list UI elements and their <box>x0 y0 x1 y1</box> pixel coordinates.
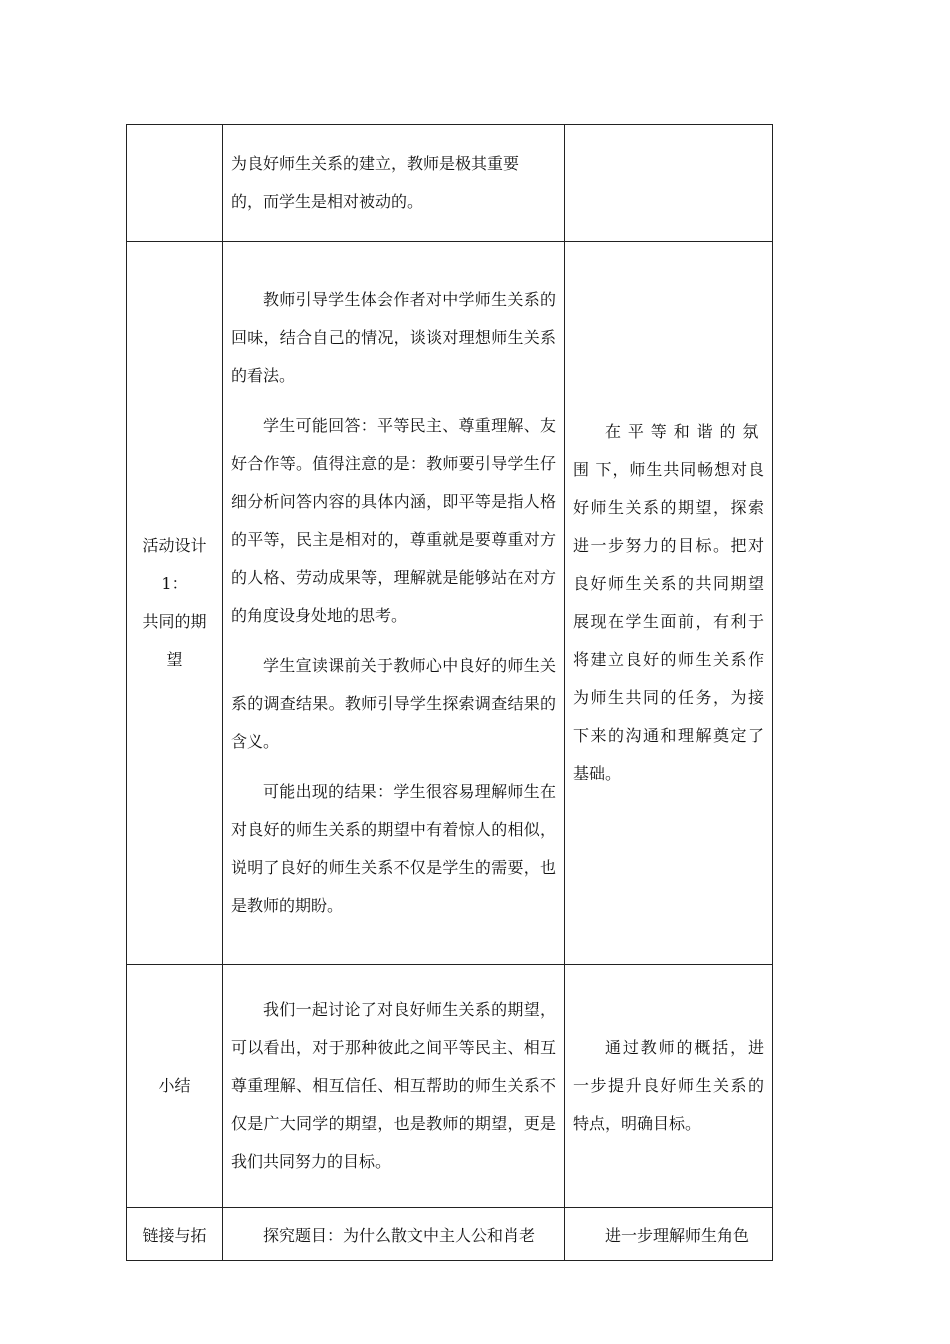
row-note-cell <box>565 1208 773 1261</box>
row-label-cell <box>127 125 223 242</box>
row-label-cell: 小结 <box>127 965 223 1208</box>
table-row <box>127 125 773 242</box>
note-rest: 下，师生共同畅想对良好师生关系的期望，探索进一步努力的目标。把对良好师生关系的共同期望展现在学生面前，有利于将建立良好的师生关系作为师生共同的任务，为接下来的沟通和理解奠定了基础。 <box>573 460 764 783</box>
row-note-cell <box>565 125 773 242</box>
row-content-cell <box>223 965 565 1208</box>
content-paragraph: 学生宣读课前关于教师心中良好的师生关系的调查结果。教师引导学生探索调查结果的含义。 <box>231 656 556 751</box>
label-line: 望 <box>166 650 183 669</box>
table-row <box>127 965 773 1208</box>
label-line: 1： <box>161 574 188 593</box>
row-label-cell <box>127 242 223 965</box>
row-note-cell <box>565 965 773 1208</box>
label-line: 活动设计 <box>142 536 207 555</box>
row-label-cell: 链接与拓 <box>127 1208 223 1261</box>
row-content-cell <box>223 242 565 965</box>
note-paragraph: 通过教师的概括，进一步提升良好师生关系的特点，明确目标。 <box>573 1038 764 1133</box>
table-row <box>127 1208 773 1261</box>
lesson-plan-table <box>126 124 773 1261</box>
content-paragraph: 我们一起讨论了对良好师生关系的期望，可以看出，对于那种彼此之间平等民主、相互尊重理解、相互信任、相互帮助的师生关系不仅是广大同学的期望，也是教师的期望，更是我们共同努力的目标。 <box>231 1000 556 1171</box>
note-paragraph <box>573 413 764 793</box>
row-content-cell <box>223 125 565 242</box>
content-line: 为良好师生关系的建立，教师是极其重要 <box>231 154 520 173</box>
note-paragraph: 进一步理解师生角色 <box>605 1226 750 1245</box>
content-paragraph: 可能出现的结果：学生很容易理解师生在对良好的师生关系的期望中有着惊人的相似，说明了良好的师生关系不仅是学生的需要，也是教师的期盼。 <box>231 782 556 915</box>
content-paragraph: 学生可能回答：平等民主、尊重理解、友好合作等。值得注意的是：教师要引导学生仔细分析问答内容的具体内涵，即平等是指人格的平等，民主是相对的，尊重就是要尊重对方的人格、劳动成果等，理解就是能够站在对方的角度设身处地的思考。 <box>231 416 556 625</box>
content-paragraph: 探究题目：为什么散文中主人公和肖老 <box>263 1226 536 1245</box>
label-line: 共同的期 <box>142 612 207 631</box>
content-paragraph: 教师引导学生体会作者对中学师生关系的回味，结合自己的情况，谈谈对理想师生关系的看法。 <box>231 290 556 385</box>
content-line: 的，而学生是相对被动的。 <box>231 192 424 211</box>
note-first-line: 在平等和谐的氛围 <box>573 422 764 479</box>
table-row <box>127 242 773 965</box>
row-content-cell <box>223 1208 565 1261</box>
row-note-cell <box>565 242 773 965</box>
